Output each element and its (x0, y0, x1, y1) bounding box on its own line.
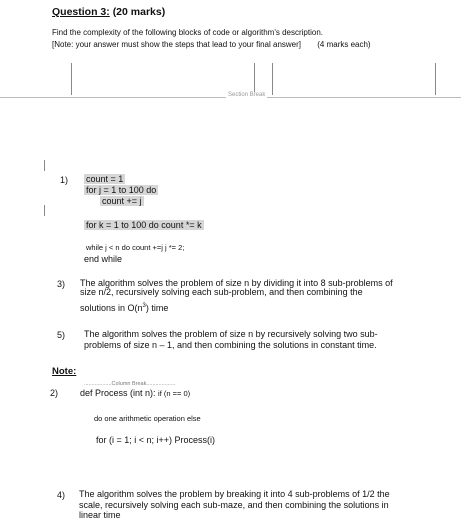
item-4-number: 4) (57, 490, 66, 500)
item-5-line: problems of size n – 1, and then combining the solutions in constant time. (84, 339, 377, 350)
item-4-line: scale, recursively solving each sub-maze, and then combining the solutions in (79, 499, 389, 510)
item-1-code-line: for j = 1 to 100 do (86, 185, 157, 195)
item-1c-code-line: while j < n do count +=j j *= 2; (86, 243, 185, 252)
item-5-text (84, 329, 454, 350)
item-3-text (80, 278, 455, 314)
marks-each: (4 marks each) (317, 40, 371, 49)
item-1-code-line: count += j (102, 196, 142, 206)
item-2-code-line: for (i = 1; i < n; i++) Process(i) (96, 435, 216, 445)
item-3-line: ) time (145, 303, 169, 313)
item-4-text (79, 489, 457, 521)
item-3-line: solutions in O(n (80, 303, 143, 313)
cursor-mark (44, 205, 45, 216)
item-2-code-line (80, 388, 190, 398)
item-5-number: 5) (57, 330, 66, 340)
item-3-superscript: 3 (142, 303, 146, 309)
item-3-number: 3) (57, 279, 66, 289)
item-2-code-line: do one arithmetic operation else (94, 414, 201, 423)
item-4-line: linear time (79, 510, 121, 520)
instruction-note (52, 40, 371, 49)
item-2-code-part: if (n == 0) (158, 389, 191, 398)
instruction-text: Find the complexity of the following blocks of code or algorithm's description. (52, 28, 323, 37)
item-1c-code-line: end while (84, 254, 123, 264)
question-label: Question 3: (52, 6, 110, 18)
note-line: [Note: your answer must show the steps that lead to your final answer] (52, 40, 302, 49)
page-margin-mark (272, 63, 273, 95)
item-1-code-line: count = 1 (86, 174, 124, 184)
column-break-label: ..................Column Break................... (84, 381, 176, 387)
page-margin-mark (71, 63, 72, 95)
page-margin-mark (254, 63, 255, 95)
item-2-code-part: def Process (int n): (80, 388, 156, 398)
section-break-label: Section Break (228, 92, 266, 98)
item-1b-code-line: for k = 1 to 100 do count *= k (86, 220, 202, 230)
item-1-number: 1) (60, 175, 69, 185)
question-title (52, 6, 165, 18)
note-heading: Note: (52, 366, 77, 377)
item-3-line: size n/2, recursively solving each sub-problem, and then combining the (80, 286, 363, 297)
item-2-number: 2) (50, 388, 59, 398)
item-3-line: The algorithm solves the problem of size n by dividing it into 8 sub-problems of (80, 278, 393, 288)
item-4-line: The algorithm solves the problem by breaking it into 4 sub-problems of 1/2 the (79, 489, 390, 499)
page-margin-mark (435, 63, 436, 95)
cursor-mark (44, 160, 45, 171)
question-marks: (20 marks) (112, 6, 166, 18)
item-5-line: The algorithm solves the problem of size n by recursively solving two sub- (84, 329, 378, 339)
